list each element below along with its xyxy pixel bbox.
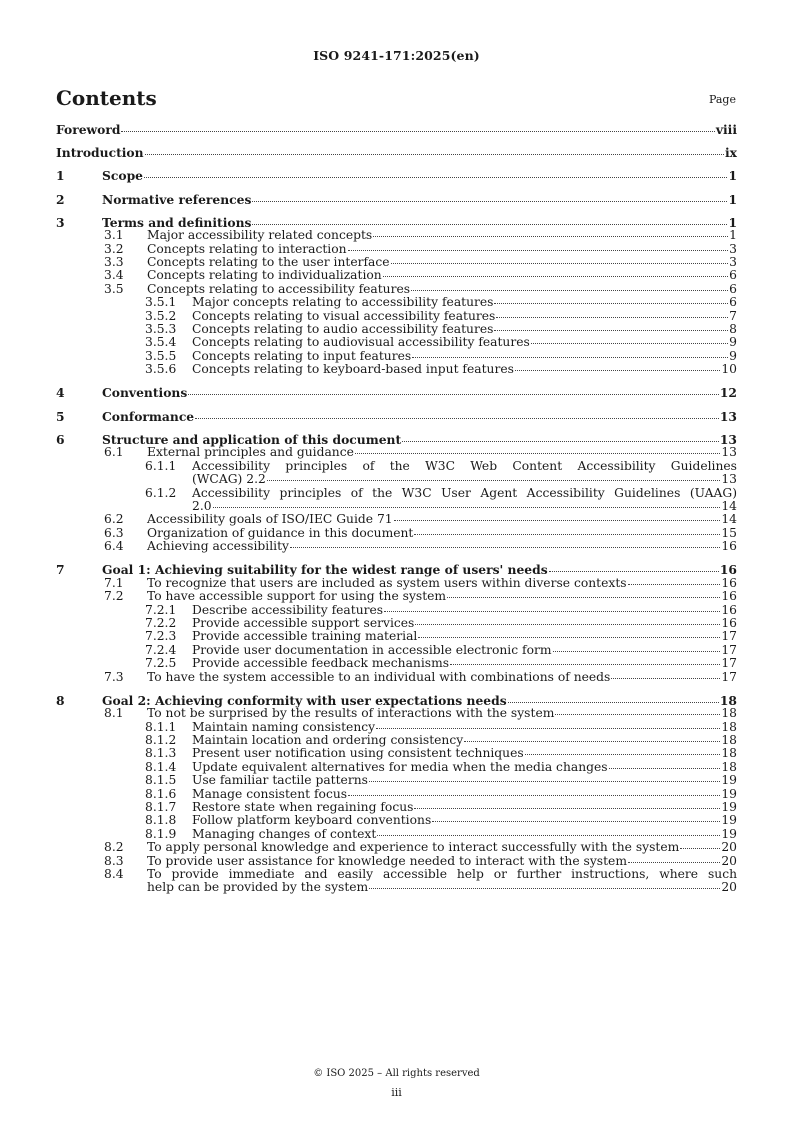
dot-leader bbox=[450, 664, 720, 665]
toc-entry-number: 7.2.5 bbox=[145, 656, 177, 671]
toc-entry-page: 1 bbox=[728, 191, 737, 207]
toc-entry[interactable] bbox=[56, 828, 737, 841]
toc-entry[interactable] bbox=[56, 774, 737, 787]
toc-entry-title: Maintain location and ordering consistency bbox=[192, 733, 464, 748]
toc-entry-page: 9 bbox=[729, 335, 737, 350]
toc-entry-page: 17 bbox=[721, 629, 737, 644]
page-number: iii bbox=[391, 1086, 402, 1099]
toc-entry-number: 6.2 bbox=[104, 512, 124, 527]
toc-entry-title: Concepts relating to the user interface bbox=[147, 255, 390, 270]
toc-entry-title-continued: 2.0 bbox=[192, 498, 212, 513]
toc-entry-page: 18 bbox=[719, 692, 737, 708]
toc-entry-number: 8.1.2 bbox=[145, 733, 177, 748]
toc-entry-number: 3.5.6 bbox=[145, 362, 177, 377]
toc-entry-title: Restore state when regaining focus bbox=[192, 800, 414, 815]
toc-entry-title: Concepts relating to visual accessibility features bbox=[192, 308, 496, 323]
dot-leader bbox=[414, 534, 720, 535]
toc-entry-number: 6.1 bbox=[104, 445, 124, 460]
dot-leader bbox=[611, 678, 720, 679]
toc-entry[interactable] bbox=[56, 563, 737, 576]
toc-entry-number: 6 bbox=[56, 431, 65, 447]
dot-leader bbox=[369, 781, 720, 782]
toc-entry-page: viii bbox=[715, 122, 737, 137]
toc-entry-number: 8.2 bbox=[104, 840, 124, 855]
dot-leader bbox=[213, 507, 721, 508]
toc-entry[interactable] bbox=[56, 256, 737, 269]
dot-leader bbox=[412, 357, 728, 358]
dot-leader bbox=[394, 520, 721, 521]
toc-entry-number: 3.5.3 bbox=[145, 322, 177, 337]
toc-entry-title: Accessibility principles of the W3C Web Content Accessibility Guidelines bbox=[192, 458, 737, 473]
toc-entry-page: 20 bbox=[721, 840, 737, 855]
toc-entry-page: 16 bbox=[721, 589, 737, 604]
toc-entry[interactable] bbox=[56, 269, 737, 282]
toc-entry-title: Terms and definitions bbox=[102, 214, 252, 230]
toc-entry-title: Scope bbox=[102, 168, 143, 184]
toc-entry-page: 19 bbox=[721, 813, 737, 828]
toc-entry[interactable] bbox=[56, 363, 737, 376]
toc-entry-title: Goal 1: Achieving suitability for the widest range of users' needs bbox=[102, 562, 548, 578]
toc-entry-title: To have accessible support for using the system bbox=[147, 589, 447, 604]
toc-entry-title: Provide accessible feedback mechanisms bbox=[192, 656, 450, 671]
toc-entry-page: 3 bbox=[729, 255, 737, 270]
toc-entry-title: To provide immediate and easily accessible help or further instructions, where such bbox=[147, 867, 737, 882]
dot-leader bbox=[252, 201, 727, 202]
toc-entry-title-continued: (WCAG) 2.2 bbox=[192, 472, 266, 487]
toc-entry[interactable] bbox=[56, 446, 737, 459]
dot-leader bbox=[432, 821, 720, 822]
toc-entry-title: Provide accessible training material bbox=[192, 629, 418, 644]
toc-entry-title: Introduction bbox=[56, 145, 144, 161]
toc-entry[interactable] bbox=[56, 169, 737, 182]
toc-entry-number: 3.5.5 bbox=[145, 348, 177, 363]
toc-entry-title: Provide accessible support services bbox=[192, 615, 415, 630]
toc-entry-title: Major accessibility related concepts bbox=[147, 228, 373, 243]
toc-entry-number: 8.1.8 bbox=[145, 813, 177, 828]
toc-entry-number: 7 bbox=[56, 562, 65, 578]
toc-entry-title: To recognize that users are included as system users within diverse contexts bbox=[147, 575, 627, 590]
dot-leader bbox=[402, 441, 719, 442]
dot-leader bbox=[494, 330, 728, 331]
toc-entry-page: 20 bbox=[721, 853, 737, 868]
toc-entry[interactable] bbox=[56, 657, 737, 670]
toc-entry-page: 1 bbox=[729, 228, 737, 243]
toc-entry-title: To provide user assistance for knowledge needed to interact with the system bbox=[147, 853, 627, 868]
toc-entry-title: Concepts relating to accessibility features bbox=[147, 281, 411, 296]
toc-entry-title: Maintain naming consistency bbox=[192, 719, 376, 734]
toc-entry[interactable] bbox=[56, 146, 737, 159]
toc-entry[interactable] bbox=[56, 216, 737, 229]
dot-leader bbox=[384, 611, 720, 612]
toc-entry[interactable] bbox=[56, 527, 737, 540]
toc-entry-number: 7.2.4 bbox=[145, 642, 177, 657]
dot-leader bbox=[609, 768, 721, 769]
toc-entry-page: 3 bbox=[729, 241, 737, 256]
toc-entry-number: 7.1 bbox=[104, 575, 124, 590]
dot-leader bbox=[447, 597, 720, 598]
toc-entry-title: Concepts relating to interaction bbox=[147, 241, 347, 256]
toc-entry-number: 3.2 bbox=[104, 241, 124, 256]
toc-entry-number: 3.5 bbox=[104, 281, 124, 296]
toc-entry-page: 1 bbox=[728, 214, 737, 230]
toc-entry-page: 6 bbox=[729, 281, 737, 296]
toc-entry-page: 16 bbox=[719, 562, 737, 578]
toc-entry-number: 8.1.7 bbox=[145, 800, 177, 815]
toc-entry-page: 9 bbox=[729, 348, 737, 363]
table-of-contents bbox=[56, 123, 737, 895]
toc-entry[interactable] bbox=[56, 386, 737, 399]
dot-leader bbox=[144, 177, 727, 178]
toc-entry-title: Structure and application of this document bbox=[102, 431, 402, 447]
toc-entry-page: 17 bbox=[721, 642, 737, 657]
toc-entry-number: 4 bbox=[56, 385, 65, 401]
toc-entry-title: Major concepts relating to accessibility features bbox=[192, 295, 494, 310]
toc-entry-number: 1 bbox=[56, 168, 65, 184]
toc-entry[interactable] bbox=[56, 788, 737, 801]
toc-entry[interactable] bbox=[56, 487, 737, 514]
dot-leader bbox=[391, 263, 729, 264]
toc-entry-title: Concepts relating to audiovisual accessibility features bbox=[192, 335, 530, 350]
toc-entry-title: Foreword bbox=[56, 122, 121, 137]
toc-entry-number: 3 bbox=[56, 214, 65, 230]
toc-entry-number: 7.2 bbox=[104, 589, 124, 604]
toc-entry-title: Normative references bbox=[102, 191, 252, 207]
toc-entry-title: To have the system accessible to an individual with combinations of needs bbox=[147, 669, 611, 684]
toc-entry-number: 3.3 bbox=[104, 255, 124, 270]
toc-entry-page: 6 bbox=[729, 268, 737, 283]
toc-entry-page: 13 bbox=[721, 445, 737, 460]
toc-entry-title-continued: help can be provided by the system bbox=[147, 880, 369, 895]
toc-entry-number: 3.1 bbox=[104, 228, 124, 243]
toc-entry-page: 19 bbox=[721, 786, 737, 801]
toc-entry-number: 8.1.9 bbox=[145, 826, 177, 841]
dot-leader bbox=[383, 276, 728, 277]
toc-entry[interactable] bbox=[56, 855, 737, 868]
toc-entry-number: 7.2.2 bbox=[145, 615, 177, 630]
toc-entry-title: Managing changes of context bbox=[192, 826, 377, 841]
toc-entry-page: 19 bbox=[721, 800, 737, 815]
toc-entry-title: Accessibility goals of ISO/IEC Guide 71 bbox=[147, 512, 393, 527]
toc-entry-number: 6.1.1 bbox=[145, 458, 177, 473]
toc-entry-page: 12 bbox=[719, 385, 737, 401]
toc-entry-page: 18 bbox=[721, 706, 737, 721]
toc-entry-page: 14 bbox=[721, 512, 737, 527]
toc-entry[interactable] bbox=[56, 761, 737, 774]
toc-entry-page: 10 bbox=[721, 362, 737, 377]
toc-entry[interactable] bbox=[56, 336, 737, 349]
toc-entry-number: 8 bbox=[56, 692, 65, 708]
dot-leader bbox=[628, 584, 721, 585]
toc-entry-page: 19 bbox=[721, 773, 737, 788]
dot-leader bbox=[252, 224, 727, 225]
toc-entry[interactable] bbox=[56, 323, 737, 336]
toc-entry-number: 6.1.2 bbox=[145, 485, 177, 500]
toc-entry-page: 14 bbox=[721, 498, 737, 513]
toc-entry-number: 3.5.1 bbox=[145, 295, 177, 310]
toc-entry-number: 8.1.3 bbox=[145, 746, 177, 761]
toc-entry[interactable] bbox=[56, 644, 737, 657]
toc-entry-page: 17 bbox=[721, 656, 737, 671]
toc-entry-page: 20 bbox=[721, 880, 737, 895]
toc-entry-number: 2 bbox=[56, 191, 65, 207]
page-title: Contents bbox=[56, 86, 157, 110]
toc-entry[interactable] bbox=[56, 350, 737, 363]
dot-leader bbox=[348, 795, 720, 796]
dot-leader bbox=[549, 571, 719, 572]
toc-entry-title: Present user notification using consistent techniques bbox=[192, 746, 524, 761]
toc-entry-title: Concepts relating to input features bbox=[192, 348, 412, 363]
toc-entry[interactable] bbox=[56, 283, 737, 296]
toc-entry-page: 6 bbox=[729, 295, 737, 310]
toc-entry[interactable] bbox=[56, 243, 737, 256]
toc-entry[interactable] bbox=[56, 410, 737, 423]
toc-entry-number: 8.1.1 bbox=[145, 719, 177, 734]
toc-entry[interactable] bbox=[56, 590, 737, 603]
toc-entry-page: 18 bbox=[721, 746, 737, 761]
dot-leader bbox=[515, 370, 720, 371]
toc-entry[interactable] bbox=[56, 577, 737, 590]
toc-entry-page: 13 bbox=[719, 408, 737, 424]
dot-leader bbox=[369, 888, 720, 889]
toc-entry[interactable] bbox=[56, 604, 737, 617]
toc-entry-page: 13 bbox=[719, 431, 737, 447]
toc-entry-title: Concepts relating to individualization bbox=[147, 268, 382, 283]
toc-entry-page: 16 bbox=[721, 539, 737, 554]
toc-entry[interactable] bbox=[56, 671, 737, 684]
toc-entry[interactable] bbox=[56, 721, 737, 734]
toc-entry-number: 5 bbox=[56, 408, 65, 424]
toc-entry[interactable] bbox=[56, 513, 737, 526]
document-id: ISO 9241-171:2025(en) bbox=[313, 48, 480, 63]
toc-entry[interactable] bbox=[56, 229, 737, 242]
toc-entry-title: To not be surprised by the results of interactions with the system bbox=[147, 706, 555, 721]
toc-entry-title: Conventions bbox=[102, 385, 188, 401]
toc-entry-number: 6.4 bbox=[104, 539, 124, 554]
toc-entry-number: 6.3 bbox=[104, 525, 124, 540]
dot-leader bbox=[628, 862, 720, 863]
dot-leader bbox=[145, 154, 724, 155]
toc-entry[interactable] bbox=[56, 801, 737, 814]
toc-entry[interactable] bbox=[56, 617, 737, 630]
toc-entry-title: Follow platform keyboard conventions bbox=[192, 813, 432, 828]
toc-entry[interactable] bbox=[56, 540, 737, 553]
dot-leader bbox=[531, 343, 728, 344]
dot-leader bbox=[553, 651, 721, 652]
dot-leader bbox=[464, 741, 720, 742]
toc-entry-page: 16 bbox=[721, 602, 737, 617]
toc-entry[interactable] bbox=[56, 707, 737, 720]
dot-leader bbox=[377, 835, 720, 836]
toc-entry-title: Concepts relating to audio accessibility features bbox=[192, 322, 494, 337]
dot-leader bbox=[373, 236, 728, 237]
toc-entry-number: 8.4 bbox=[104, 867, 124, 882]
toc-entry[interactable] bbox=[56, 460, 737, 487]
toc-entry[interactable] bbox=[56, 310, 737, 323]
toc-entry-number: 8.3 bbox=[104, 853, 124, 868]
dot-leader bbox=[195, 418, 719, 419]
toc-entry-page: 18 bbox=[721, 759, 737, 774]
toc-entry[interactable] bbox=[56, 123, 737, 136]
toc-entry-page: 13 bbox=[721, 472, 737, 487]
dot-leader bbox=[414, 808, 720, 809]
toc-entry-page: 15 bbox=[721, 525, 737, 540]
toc-entry-page: 17 bbox=[721, 669, 737, 684]
toc-entry[interactable] bbox=[56, 193, 737, 206]
toc-entry-title: Conformance bbox=[102, 408, 195, 424]
toc-entry-title: Goal 2: Achieving conformity with user expectations needs bbox=[102, 692, 507, 708]
dot-leader bbox=[555, 714, 720, 715]
dot-leader bbox=[496, 317, 728, 318]
toc-entry-number: 8.1.4 bbox=[145, 759, 177, 774]
dot-leader bbox=[376, 728, 720, 729]
toc-entry-number: 3.5.2 bbox=[145, 308, 177, 323]
toc-entry[interactable] bbox=[56, 630, 737, 643]
toc-entry-page: 18 bbox=[721, 733, 737, 748]
toc-entry-title: External principles and guidance bbox=[147, 445, 354, 460]
toc-entry-number: 7.2.1 bbox=[145, 602, 177, 617]
toc-entry[interactable] bbox=[56, 296, 737, 309]
toc-entry-title: Organization of guidance in this document bbox=[147, 525, 414, 540]
toc-entry[interactable] bbox=[56, 841, 737, 854]
dot-leader bbox=[415, 624, 720, 625]
toc-entry-title: Update equivalent alternatives for media when the media changes bbox=[192, 759, 608, 774]
copyright-notice: © ISO 2025 – All rights reserved bbox=[313, 1068, 480, 1079]
toc-entry-number: 7.3 bbox=[104, 669, 124, 684]
dot-leader bbox=[188, 394, 719, 395]
toc-entry-page: ix bbox=[724, 145, 737, 161]
dot-leader bbox=[411, 290, 728, 291]
toc-entry-title: Manage consistent focus bbox=[192, 786, 348, 801]
dot-leader bbox=[418, 637, 720, 638]
dot-leader bbox=[121, 131, 714, 132]
toc-entry-page: 1 bbox=[728, 168, 737, 184]
dot-leader bbox=[508, 702, 719, 703]
dot-leader bbox=[680, 848, 720, 849]
toc-entry-title: Describe accessibility features bbox=[192, 602, 384, 617]
dot-leader bbox=[290, 547, 720, 548]
toc-entry-page: 8 bbox=[729, 322, 737, 337]
toc-entry-page: 18 bbox=[721, 719, 737, 734]
toc-entry-page: 7 bbox=[729, 308, 737, 323]
toc-entry-title: Concepts relating to keyboard-based input features bbox=[192, 362, 514, 377]
toc-entry[interactable] bbox=[56, 694, 737, 707]
dot-leader bbox=[348, 250, 729, 251]
toc-entry-number: 3.5.4 bbox=[145, 335, 177, 350]
toc-entry-title: Use familiar tactile patterns bbox=[192, 773, 368, 788]
dot-leader bbox=[355, 453, 720, 454]
toc-entry-title: Provide user documentation in accessible electronic form bbox=[192, 642, 552, 657]
toc-entry[interactable] bbox=[56, 814, 737, 827]
page-column-label: Page bbox=[708, 93, 736, 106]
dot-leader bbox=[267, 480, 721, 481]
toc-entry[interactable] bbox=[56, 747, 737, 760]
toc-entry-number: 8.1.6 bbox=[145, 786, 177, 801]
toc-entry-title: Accessibility principles of the W3C User Agent Accessibility Guidelines (UAAG) bbox=[192, 485, 737, 500]
toc-entry-number: 7.2.3 bbox=[145, 629, 177, 644]
toc-entry-number: 8.1.5 bbox=[145, 773, 177, 788]
toc-entry-number: 3.4 bbox=[104, 268, 124, 283]
toc-entry-page: 19 bbox=[721, 826, 737, 841]
dot-leader bbox=[525, 754, 721, 755]
toc-entry[interactable] bbox=[56, 734, 737, 747]
dot-leader bbox=[494, 303, 728, 304]
toc-entry[interactable] bbox=[56, 433, 737, 446]
toc-entry-page: 16 bbox=[721, 575, 737, 590]
toc-entry-title: Achieving accessibility bbox=[147, 539, 289, 554]
toc-entry[interactable] bbox=[56, 868, 737, 895]
toc-entry-page: 16 bbox=[721, 615, 737, 630]
toc-entry-title: To apply personal knowledge and experience to interact successfully with the system bbox=[147, 840, 680, 855]
toc-entry-number: 8.1 bbox=[104, 706, 124, 721]
